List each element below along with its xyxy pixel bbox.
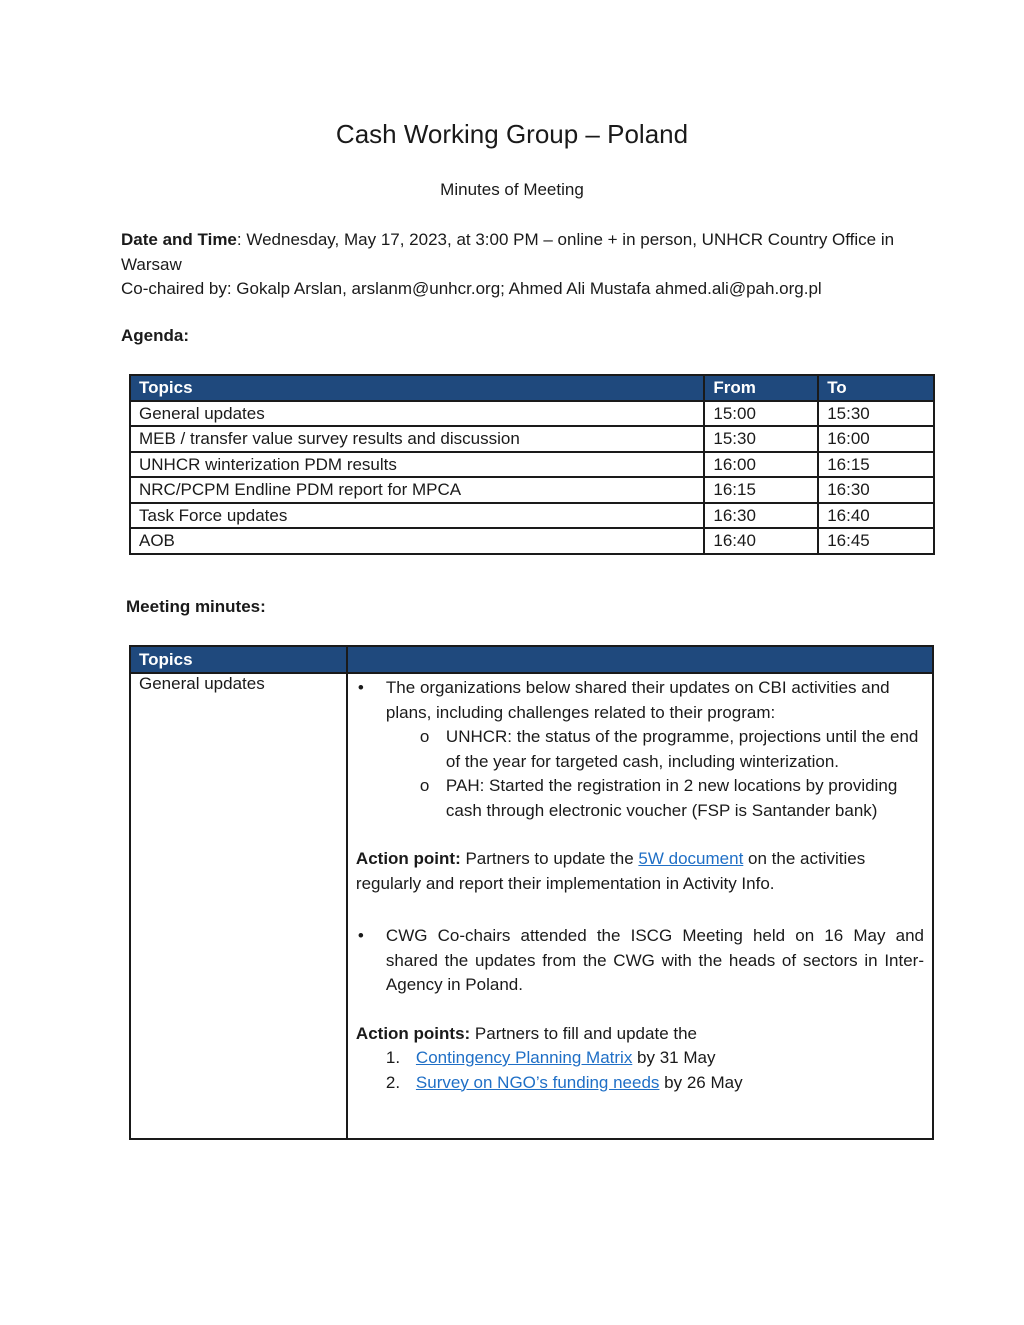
meeting-meta (121, 228, 921, 302)
agenda-to: 15:30 (818, 401, 934, 427)
list-item: o PAH: Started the registration in 2 new locations by providing cash through electronic voucher (FSP is Santander bank) (356, 774, 924, 823)
list-item: • The organizations below shared their updates on CBI activities and plans, including challenges related to their program: (356, 676, 924, 725)
list-number: 1. (385, 1048, 401, 1067)
action-points-text: Partners to fill and update the (470, 1023, 697, 1043)
agenda-from: 16:30 (704, 503, 818, 529)
table-row (130, 401, 934, 427)
list-item: • CWG Co-chairs attended the ISCG Meeting held on 16 May and shared the updates from the CWG with the heads of sectors in Inter-Agency in Poland. (356, 924, 924, 998)
list-item (356, 1071, 924, 1096)
agenda-to: 16:30 (818, 477, 934, 503)
agenda-from: 16:15 (704, 477, 818, 503)
minutes-header-topics: Topics (130, 646, 347, 673)
agenda-table (129, 374, 935, 555)
agenda-from: 15:30 (704, 426, 818, 452)
agenda-to: 16:00 (818, 426, 934, 452)
ngo-funding-survey-link[interactable]: Survey on NGO’s funding needs (415, 1072, 660, 1092)
table-row (130, 477, 934, 503)
document-subtitle: Minutes of Meeting (440, 180, 584, 199)
list-item (356, 1046, 924, 1071)
table-row (130, 503, 934, 529)
list-item-text: by 26 May (659, 1072, 743, 1092)
minutes-header-row (130, 646, 933, 673)
agenda-from: 16:40 (704, 528, 818, 554)
minutes-header-content (347, 646, 933, 673)
agenda-topic: NRC/PCPM Endline PDM report for MPCA (130, 477, 704, 503)
cochaired-line: Co-chaired by: Gokalp Arslan, arslanm@unhcr.org; Ahmed Ali Mustafa ahmed.ali@pah.org.pl (121, 279, 822, 298)
action-point-text: Partners to update the (460, 849, 639, 868)
agenda-header-from: From (704, 375, 818, 401)
agenda-topic: UNHCR winterization PDM results (130, 452, 704, 478)
agenda-from: 15:00 (704, 401, 818, 427)
action-point-text: on the activities regularly and report their implementation in Activity Info. (355, 849, 866, 893)
minutes-table (129, 645, 934, 1140)
agenda-to: 16:45 (818, 528, 934, 554)
date-time-line (121, 228, 921, 277)
agenda-topic: AOB (130, 528, 704, 554)
action-points-paragraph (356, 1022, 924, 1047)
minutes-content (347, 673, 933, 1139)
table-row (130, 673, 933, 1139)
agenda-topic: General updates (130, 401, 704, 427)
agenda-from: 16:00 (704, 452, 818, 478)
contingency-planning-matrix-link[interactable]: Contingency Planning Matrix (415, 1048, 633, 1067)
table-row (130, 426, 934, 452)
minutes-topic: General updates (130, 673, 347, 1139)
date-time-value: : Wednesday, May 17, 2023, at 3:00 PM – online + in person, UNHCR Country Office in Warsaw (121, 230, 895, 274)
document-title: Cash Working Group – Poland (335, 119, 689, 149)
list-number: 2. (385, 1072, 401, 1092)
action-point-label: Action point: (355, 849, 461, 868)
agenda-topic: Task Force updates (130, 503, 704, 529)
meeting-minutes-label: Meeting minutes: (126, 597, 266, 616)
date-time-label: Date and Time (121, 230, 237, 249)
list-item-text: by 31 May (632, 1048, 716, 1067)
agenda-header-to: To (818, 375, 934, 401)
agenda-to: 16:15 (818, 452, 934, 478)
agenda-topic: MEB / transfer value survey results and discussion (130, 426, 704, 452)
agenda-label: Agenda: (121, 326, 189, 345)
agenda-to: 16:40 (818, 503, 934, 529)
table-row (130, 528, 934, 554)
list-item: o UNHCR: the status of the programme, projections until the end of the year for targeted cash, including winterization. (356, 725, 924, 774)
agenda-header-topics: Topics (130, 375, 704, 401)
agenda-header-row (130, 375, 934, 401)
action-points-label: Action points: (355, 1023, 471, 1043)
5w-document-link[interactable]: 5W document (638, 849, 744, 868)
action-point-paragraph (356, 847, 924, 896)
table-row (130, 452, 934, 478)
